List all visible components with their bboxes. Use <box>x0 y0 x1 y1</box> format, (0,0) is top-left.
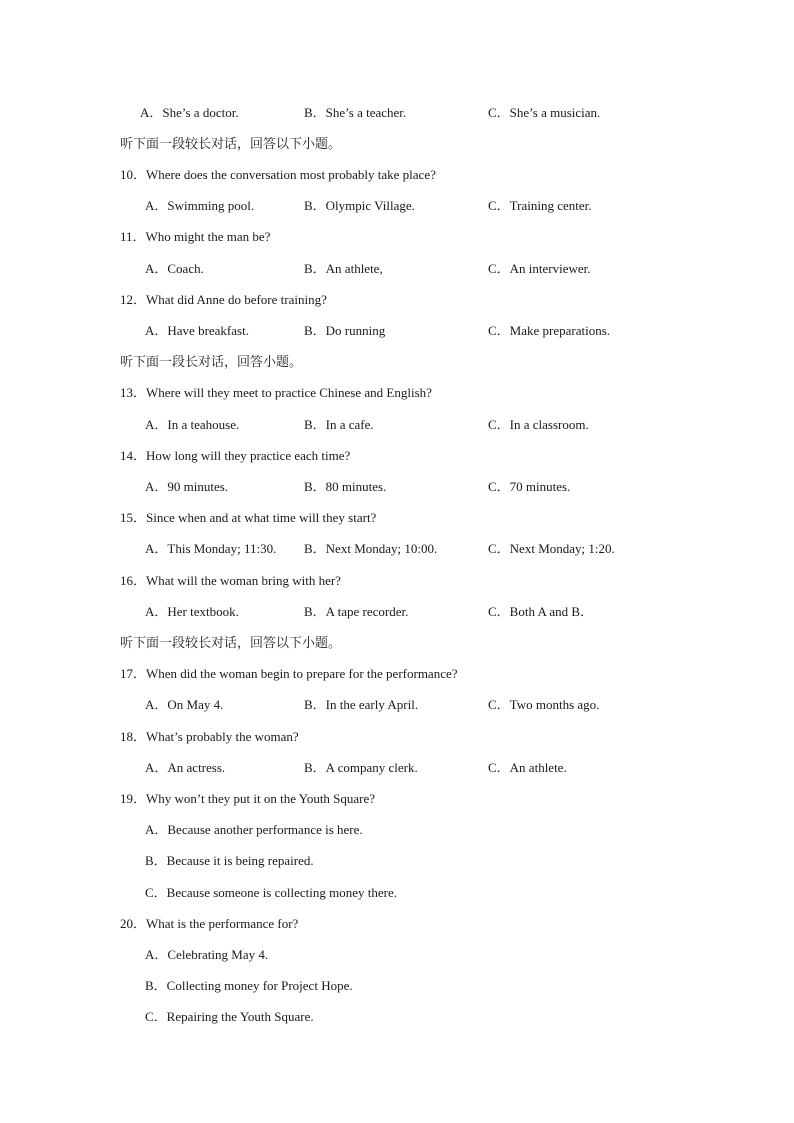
question-20-option-a: A．Celebrating May 4. <box>145 947 269 962</box>
question-14-option-c: C．70 minutes. <box>488 479 571 494</box>
question-14-option-b: B．80 minutes. <box>304 479 387 494</box>
question-19-option-a: A．Because another performance is here. <box>145 822 363 837</box>
question-14-stem: 14．How long will they practice each time? <box>120 448 351 463</box>
question-18-option-c: C．An athlete. <box>488 760 567 775</box>
question-13-option-a: A．In a teahouse. <box>145 417 240 432</box>
question-12-stem: 12．What did Anne do before training? <box>120 292 327 307</box>
question-13-option-c: C．In a classroom. <box>488 417 589 432</box>
question-13-option-b: B．In a cafe. <box>304 417 374 432</box>
question-11-option-a: A．Coach. <box>145 261 204 276</box>
question-15-option-a: A．This Monday; 11:30. <box>145 541 277 556</box>
question-11-option-c: C．An interviewer. <box>488 261 591 276</box>
section-instruction-2: 听下面一段长对话，回答小题。 <box>120 354 303 369</box>
question-16-option-c: C．Both A and B． <box>488 604 594 619</box>
question-13-stem: 13．Where will they meet to practice Chinese and English? <box>120 385 432 400</box>
question-12-option-a: A．Have breakfast. <box>145 323 249 338</box>
question-10-option-c: C．Training center. <box>488 198 592 213</box>
question-20-stem: 20．What is the performance for? <box>120 916 299 931</box>
question-17-option-c: C．Two months ago. <box>488 697 600 712</box>
question-19-option-c: C．Because someone is collecting money there. <box>145 885 397 900</box>
question-11-stem: 11．Who might the man be? <box>120 229 271 244</box>
question-12-option-c: C．Make preparations. <box>488 323 611 338</box>
question-12-option-b: B．Do running <box>304 323 386 338</box>
q9-option-a: A．She’s a doctor. <box>140 105 239 120</box>
question-16-option-a: A．Her textbook. <box>145 604 239 619</box>
question-15-option-b: B．Next Monday; 10:00. <box>304 541 438 556</box>
question-20-option-b: B．Collecting money for Project Hope. <box>145 978 353 993</box>
question-16-stem: 16．What will the woman bring with her? <box>120 573 341 588</box>
question-10-stem: 10．Where does the conversation most probably take place? <box>120 167 436 182</box>
question-17-option-a: A．On May 4. <box>145 697 224 712</box>
question-20-option-c: C．Repairing the Youth Square. <box>145 1009 314 1024</box>
question-18-option-a: A．An actress. <box>145 760 226 775</box>
question-17-stem: 17．When did the woman begin to prepare for the performance? <box>120 666 458 681</box>
question-19-option-b: B．Because it is being repaired. <box>145 853 314 868</box>
question-14-option-a: A．90 minutes. <box>145 479 229 494</box>
question-19-stem: 19．Why won’t they put it on the Youth Square? <box>120 791 376 806</box>
section-instruction-1: 听下面一段较长对话，回答以下小题。 <box>120 136 342 151</box>
question-16-option-b: B．A tape recorder. <box>304 604 409 619</box>
q9-option-b: B．She’s a teacher. <box>304 105 407 120</box>
question-17-option-b: B．In the early April. <box>304 697 419 712</box>
q9-option-c: C．She’s a musician. <box>488 105 601 120</box>
question-10-option-b: B．Olympic Village. <box>304 198 415 213</box>
section-instruction-3: 听下面一段较长对话，回答以下小题。 <box>120 635 342 650</box>
question-15-stem: 15．Since when and at what time will they start? <box>120 510 377 525</box>
question-10-option-a: A．Swimming pool. <box>145 198 255 213</box>
question-15-option-c: C．Next Monday; 1:20. <box>488 541 615 556</box>
question-11-option-b: B．An athlete, <box>304 261 383 276</box>
question-18-option-b: B．A company clerk. <box>304 760 418 775</box>
question-18-stem: 18．What’s probably the woman? <box>120 729 299 744</box>
